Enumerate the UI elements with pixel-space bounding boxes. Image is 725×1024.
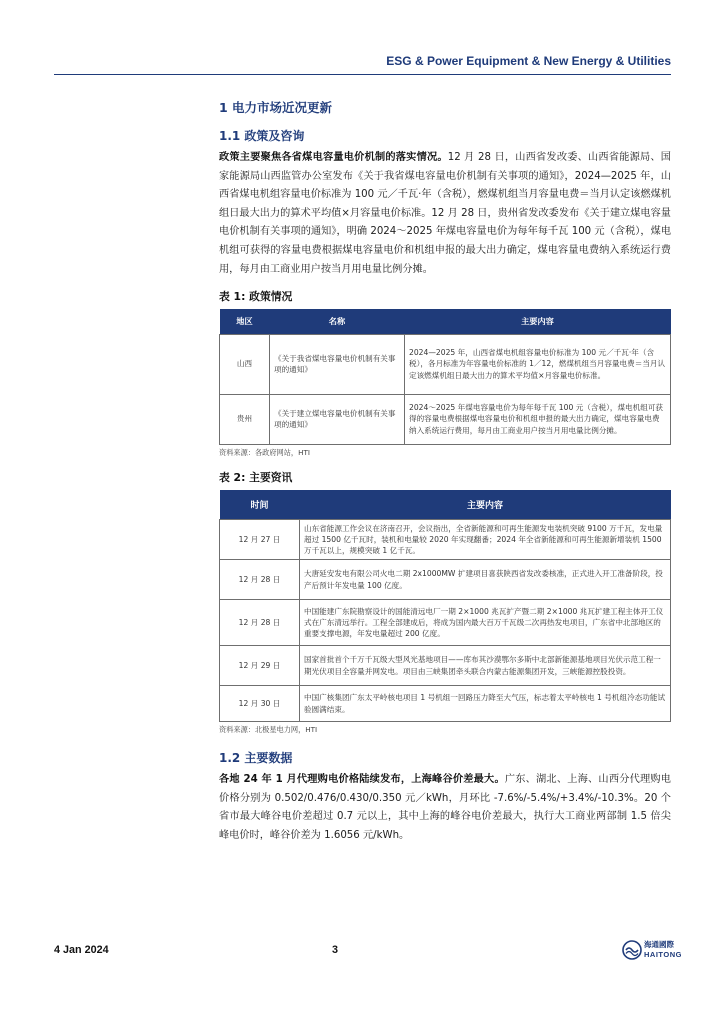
table-header-cell: 主要内容 <box>300 490 671 520</box>
policy-name-cell: 《关于我省煤电容量电价机制有关事项的通知》 <box>270 334 405 394</box>
region-cell: 山西 <box>220 334 270 394</box>
news-content-cell: 中国广核集团广东太平岭核电项目 1 号机组一回路压力降至大气压，标志着太平岭核电 1 号机组冷态功能试验圆满结束。 <box>300 686 671 722</box>
table-header-cell: 地区 <box>220 309 270 334</box>
news-date-cell: 12 月 30 日 <box>220 686 300 722</box>
main-content <box>219 92 671 846</box>
table-header-row <box>220 309 671 334</box>
subsection-heading-data: 1.2 主要数据 <box>219 751 293 766</box>
news-content-cell: 国家首批首个千万千瓦级大型风光基地项目——库布其沙漠鄂尔多斯中北部新能源基地项目光伏示范工程一期光伏项目全容量并网发电。项目由三峡集团牵头联合内蒙古能源集团开发，三峡能源控股投资。 <box>300 646 671 686</box>
news-content-cell: 大唐延安发电有限公司火电二期 2x1000MW 扩建项目喜获陕西省发改委核准，正式进入开工准备阶段，投产后预计年发电量 100 亿度。 <box>300 560 671 600</box>
policy-table <box>219 309 671 445</box>
data-paragraph <box>219 771 671 845</box>
policy-paragraph-lead: 政策主要聚焦各省煤电容量电价机制的落实情况。 <box>219 152 448 163</box>
policy-content-cell: 2024—2025 年，山西省煤电机组容量电价标准为 100 元／千瓦·年（含税），各月标准为年容量电价标准的 1／12，燃煤机组当月容量电费＝当月认定该燃煤机组日最大出力的算术平均值×月容量电价标准。 <box>405 334 671 394</box>
policy-name-cell: 《关于建立煤电容量电价机制有关事项的通知》 <box>270 394 405 444</box>
policy-paragraph <box>219 149 671 279</box>
table-header-cell: 名称 <box>270 309 405 334</box>
haitong-logo-icon <box>622 940 642 960</box>
table1-caption: 表 1: 政策情况 <box>219 290 293 304</box>
table2-caption: 表 2: 主要资讯 <box>219 470 293 484</box>
table1-source: 资料来源：各政府网站，HTI <box>219 447 310 457</box>
table-header-cell: 主要内容 <box>405 309 671 334</box>
haitong-logo <box>622 938 682 962</box>
region-cell: 贵州 <box>220 394 270 444</box>
data-paragraph-body: 广东、湖北、上海、山西分代理购电价格分别为 0.502/0.476/0.430/0.350 元／kWh，月环比 -7.6%/-5.4%/+3.4%/-10.3%。20 个省市最大峰谷电价差超过 0.7 元以上，其中上海的峰谷电价差最大，执行大工商业两部制 1.5 倍尖峰电价时，峰谷价差为 1.6056 元/kWh。 <box>219 774 671 841</box>
news-date-cell: 12 月 28 日 <box>220 600 300 646</box>
logo-text-en: HAITONG <box>644 950 682 959</box>
table-header-row <box>220 490 671 520</box>
news-date-cell: 12 月 29 日 <box>220 646 300 686</box>
table2-source: 资料来源：北极星电力网，HTI <box>219 725 318 735</box>
report-header-title: ESG & Power Equipment & New Energy & Utilities <box>386 54 671 68</box>
table-row <box>220 394 671 444</box>
news-date-cell: 12 月 28 日 <box>220 560 300 600</box>
table-header-cell: 时间 <box>220 490 300 520</box>
subsection-heading-policy: 1.1 政策及咨询 <box>219 129 305 143</box>
section-heading: 1 电力市场近况更新 <box>219 100 333 115</box>
table-row <box>220 334 671 394</box>
policy-content-cell: 2024～2025 年煤电容量电价为每年每千瓦 100 元（含税），煤电机组可获得的容量电费根据煤电容量电价和机组申报的最大出力确定，煤电容量电费纳入系统运行费用，每月由工商业用户按当月用电量比例分摊。 <box>405 394 671 444</box>
policy-paragraph-body: 12 月 28 日，山西省发改委、山西省能源局、国家能源局山西监管办公室发布《关于我省煤电容量电价机制有关事项的通知》，2024—2025 年，山西省煤电机组容量电价标准为 100 元／千瓦·年（含税），燃煤机组当月容量电费＝当月认定该燃煤机组日最大出力的算术平均值×月容量电价标准。12 月 28 日，贵州省发改委发布《关于建立煤电容量电价机制有关事项的通知》，明确 2024～2025 年煤电容量电价为每年每千瓦 100 元（含税），煤电机组可获得的容量电费根据煤电容量电价和机组申报的最大出力确定，煤电容量电费纳入系统运行费用，每月由工商业用户按当月用电量比例分摊。 <box>219 152 671 275</box>
table-row <box>220 646 671 686</box>
logo-text-cn: 海通國際 <box>644 940 674 949</box>
news-content-cell: 中国能建广东院勘察设计的国能清远电厂一期 2×1000 兆瓦扩产暨二期 2×1000 兆瓦扩建工程主体开工仪式在广东清远举行。工程全部建成后，将成为国内最大百万千瓦级二次再热发电项目，广东省中北部地区的重要支撑电源，年发电量超过 200 亿度。 <box>300 600 671 646</box>
footer-date: 4 Jan 2024 <box>54 944 109 956</box>
news-content-cell: 山东省能源工作会议在济南召开，会议指出，全省新能源和可再生能源发电装机突破 9100 万千瓦，发电量超过 1500 亿千瓦时，装机和电量较 2020 年实现翻番；2024 年全省新能源和可再生能源新增装机 1500 万千瓦以上，规模突破 1 亿千瓦。 <box>300 520 671 560</box>
table-row <box>220 520 671 560</box>
header-divider <box>54 74 671 75</box>
table-row <box>220 600 671 646</box>
table-row <box>220 686 671 722</box>
page-number: 3 <box>332 944 339 956</box>
news-date-cell: 12 月 27 日 <box>220 520 300 560</box>
data-paragraph-lead: 各地 24 年 1 月代理购电价格陆续发布，上海峰谷价差最大。 <box>219 774 505 786</box>
table-row <box>220 560 671 600</box>
news-table <box>219 490 671 723</box>
